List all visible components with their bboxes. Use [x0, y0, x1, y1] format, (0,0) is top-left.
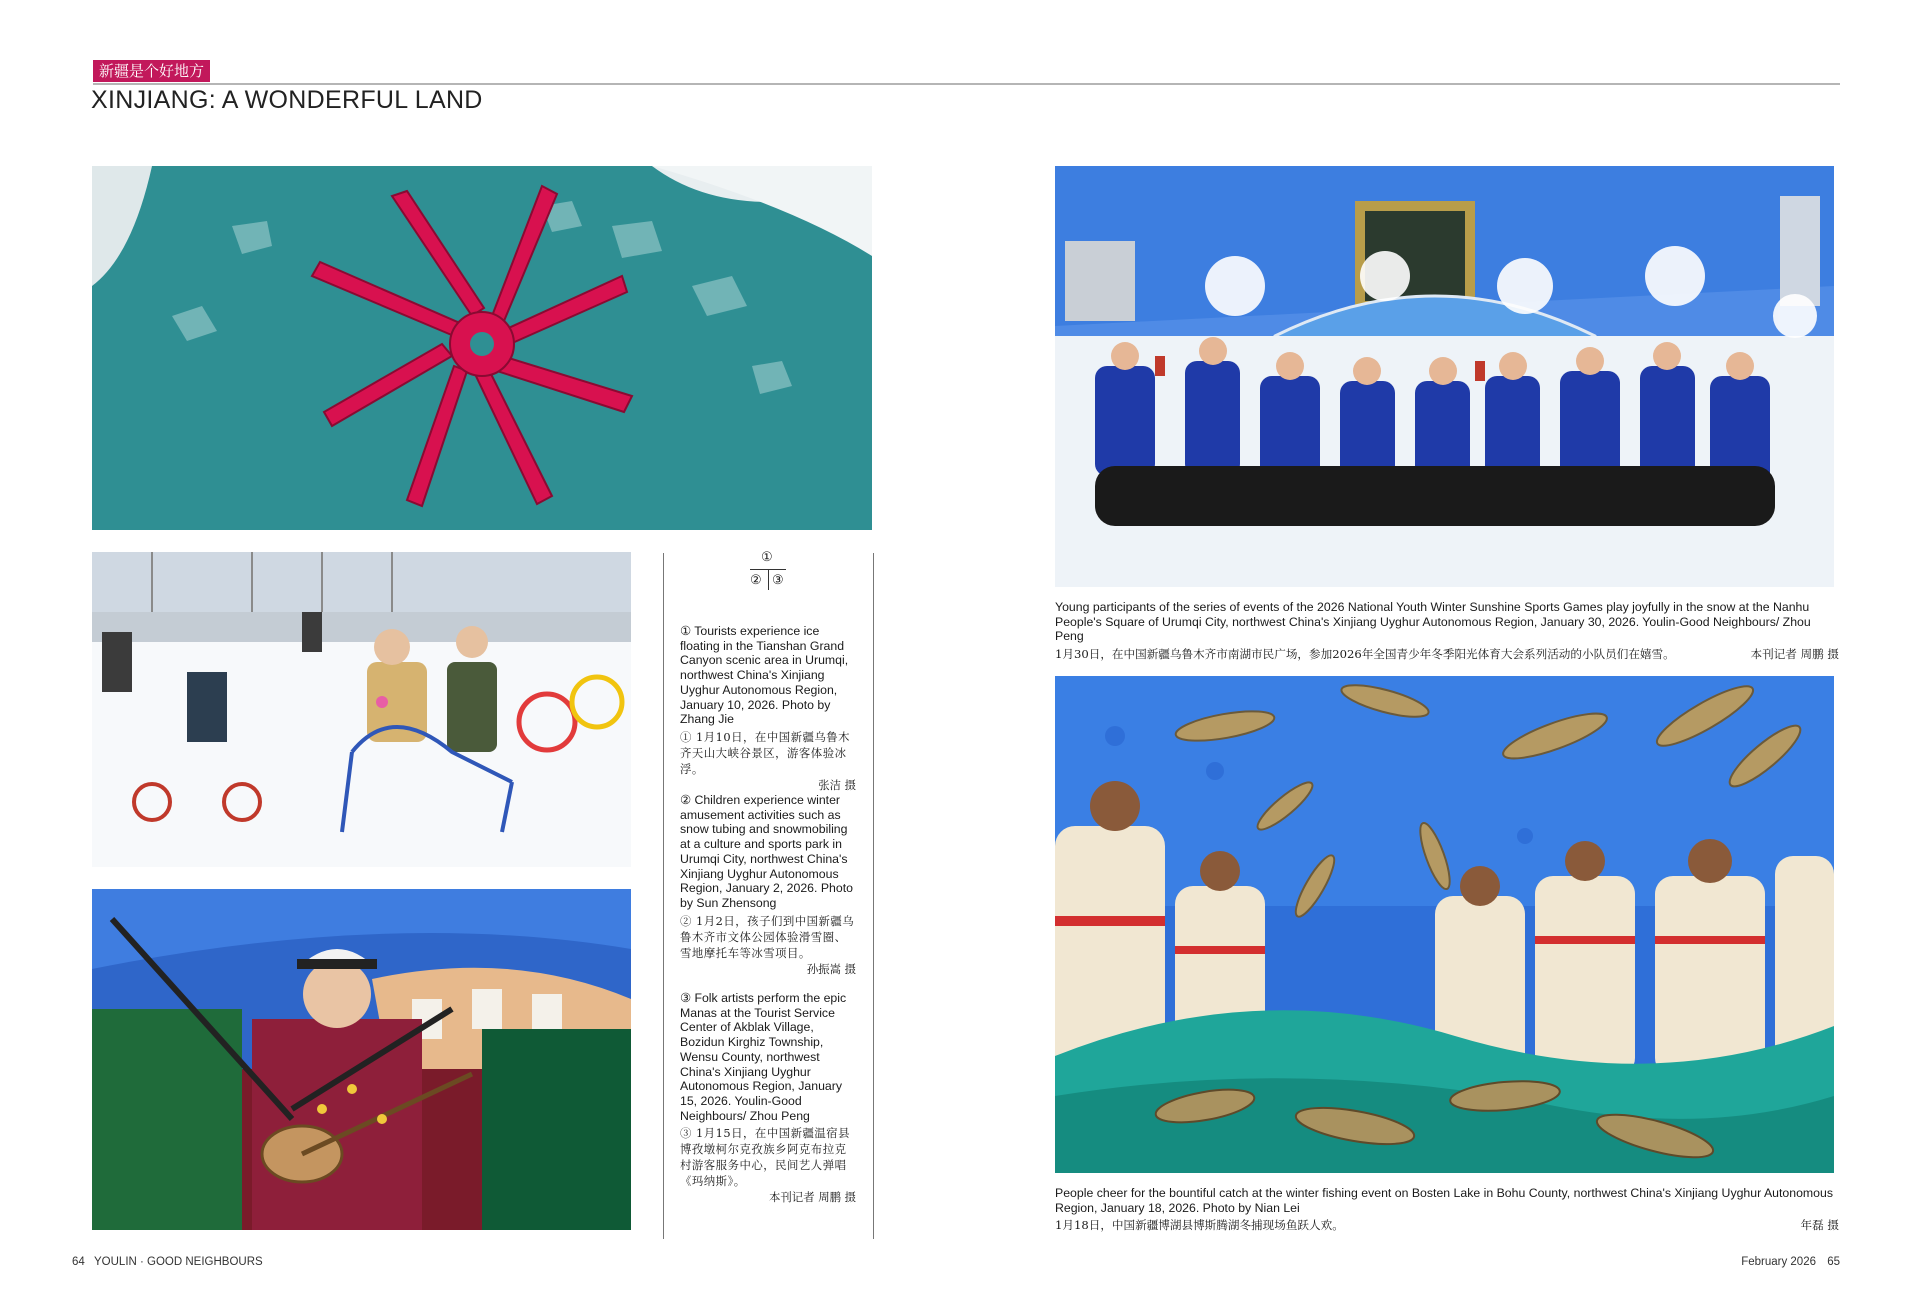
diagram-number-1: ①: [761, 550, 773, 565]
photo-snow-sports: [1055, 166, 1834, 587]
footer-date: February 2026: [1741, 1256, 1816, 1268]
caption-children-winter: [680, 793, 856, 977]
caption-fishing-credit: 年磊 摄: [1800, 1218, 1839, 1233]
caption-children-winter-zh: ② 1月2日，孩子们到中国新疆乌鲁木齐市文体公园体验滑雪圈、雪地摩托车等冰雪项目。: [680, 913, 855, 960]
caption-ice-floating-zh: ① 1月10日，在中国新疆乌鲁木齐天山大峡谷景区，游客体验冰浮。: [680, 729, 851, 776]
caption-snow-sports-zh: 1月30日，在中国新疆乌鲁木齐市南湖市民广场，参加2026年全国青少年冬季阳光体育大会系列活动的小队员们在嬉雪。: [1055, 646, 1675, 661]
caption-fishing-en: People cheer for the bountiful catch at the winter fishing event on Bosten Lake in Bohu County, northwest China's Xinjiang Uyghur Autonomous Region, January 18, 2026. Photo by Nian Lei: [1055, 1186, 1833, 1215]
footer-page-left: 64: [72, 1256, 85, 1268]
caption-ice-floating-en: ① Tourists experience ice floating in the Tianshan Grand Canyon scenic area in Urumqi, northwest China's Xinjiang Uyghur Autonomous Region, January 10, 2026. Photo by Zhang Jie: [680, 624, 849, 727]
caption-folk-artists-en: ③ Folk artists perform the epic Manas at the Tourist Service Center of Akblak Village, Bozidun Kirghiz Township, Wensu County, northwest China's Xinjiang Uyghur Autonomous Region, January 15, 2026. Youlin-Good Neighbours/ Zhou Peng: [680, 991, 847, 1123]
column-rule-left: [663, 553, 664, 1239]
photo-folk-artists: [92, 889, 631, 1230]
caption-children-winter-en: ② Children experience winter amusement activities such as snow tubing and snowmobiling at a culture and sports park in Urumqi City, northwest China's Xinjiang Uyghur Autonomous Region, January 2, 2026. Photo by Sun Zhensong: [680, 793, 853, 910]
column-rule-right: [873, 553, 874, 1239]
section-title: XINJIANG: A WONDERFUL LAND: [91, 86, 483, 114]
caption-ice-floating-credit: 张洁 摄: [818, 777, 856, 792]
caption-folk-artists-credit: 本刊记者 周鹏 摄: [769, 1190, 856, 1205]
caption-snow-sports-credit: 本刊记者 周鹏 摄: [1750, 646, 1839, 661]
photo-fishing: [1055, 676, 1834, 1173]
footer-page-right: 65: [1827, 1256, 1840, 1268]
photo-layout-diagram: [746, 550, 790, 594]
caption-fishing-zh-row: [1055, 1217, 1839, 1234]
section-tag: 新疆是个好地方: [93, 60, 210, 82]
caption-folk-artists-zh: ③ 1月15日，在中国新疆温宿县博孜墩柯尔克孜族乡阿克布拉克村游客服务中心，民间艺人弹唱《玛纳斯》。: [680, 1126, 851, 1189]
caption-snow-sports-zh-row: [1055, 646, 1839, 663]
caption-children-winter-credit: 孙振嵩 摄: [806, 961, 856, 976]
caption-snow-sports-en: Young participants of the series of events of the 2026 National Youth Winter Sunshine Sports Games play joyfully in the snow at the Nanhu People's Square of Urumqi City, northwest China's Xinjiang Uyghur Autonomous Region, January 30, 2026. Youlin-Good Neighbours/ Zhou Peng: [1055, 600, 1811, 644]
diagram-number-2: ②: [750, 573, 762, 588]
photo-children-winter: [92, 552, 631, 867]
header-rule: [93, 83, 1840, 85]
caption-ice-floating: [680, 624, 856, 793]
footer-right: [1741, 1256, 1840, 1268]
diagram-number-3: ③: [772, 573, 784, 588]
footer-brand: YOULIN · GOOD NEIGHBOURS: [94, 1256, 263, 1268]
caption-snow-sports: [1055, 600, 1839, 663]
photo-ice-floating: [92, 166, 872, 530]
caption-fishing: [1055, 1186, 1839, 1234]
footer-left: [72, 1256, 263, 1268]
diagram-divider-vertical: [768, 570, 769, 590]
caption-fishing-zh: 1月18日，中国新疆博湖县博斯腾湖冬捕现场鱼跃人欢。: [1055, 1218, 1344, 1233]
caption-folk-artists: [680, 991, 856, 1205]
